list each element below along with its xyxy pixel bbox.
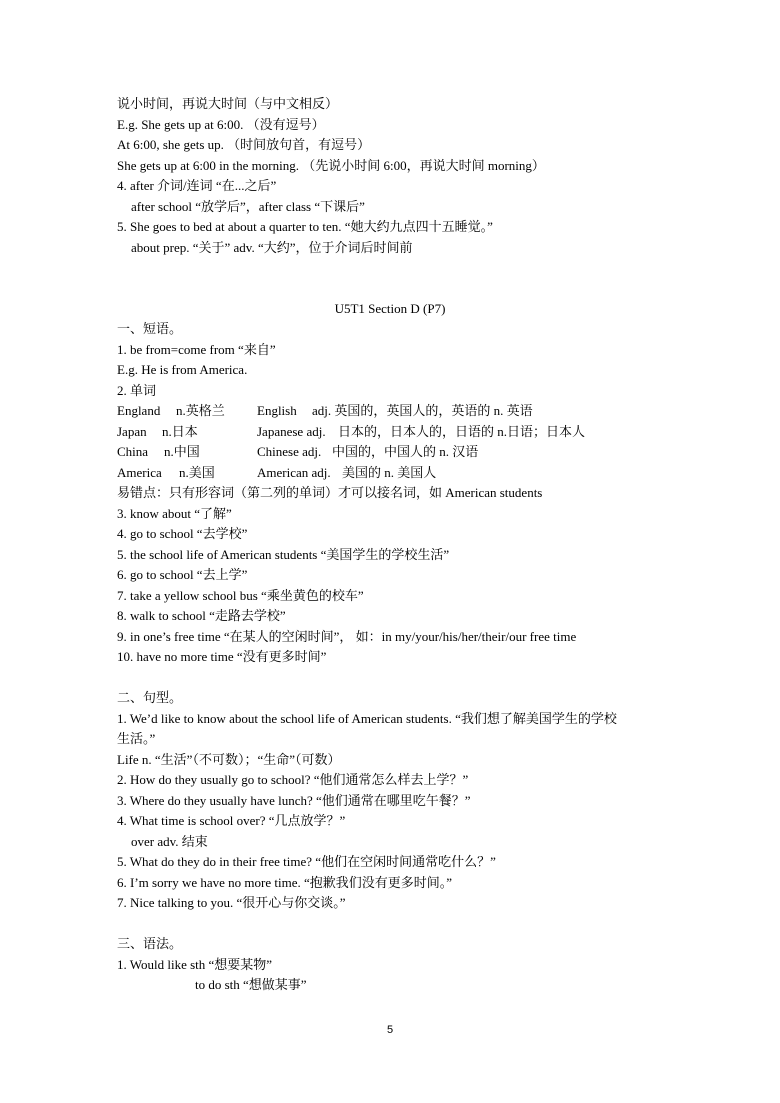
sentence-item: 1. We’d like to know about the school life of American students. “我们想了解美国学生的学校 bbox=[117, 711, 617, 726]
note-line: At 6:00, she gets up. （时间放句首，有逗号） bbox=[117, 137, 371, 152]
word-adj: English bbox=[257, 403, 297, 418]
sentence-item: 3. Where do they usually have lunch? “他们通常在哪里吃午餐？” bbox=[117, 793, 471, 808]
phrase-item: 9. in one’s free time “在某人的空闲时间”， 如：in my/your/his/her/their/our free time bbox=[117, 629, 577, 644]
note-line: She gets up at 6:00 in the morning. （先说小时间 6:00，再说大时间 morning） bbox=[117, 158, 545, 173]
word-row bbox=[117, 443, 717, 461]
word-row bbox=[117, 402, 717, 420]
word-adj: American adj. bbox=[257, 465, 331, 480]
word-meaning: 日本的，日本人的，日语的 n.日语；日本人 bbox=[338, 424, 586, 439]
word-noun: n.美国 bbox=[179, 465, 215, 480]
word-meaning: 美国的 n. 美国人 bbox=[342, 465, 437, 480]
word-country: England bbox=[117, 403, 161, 418]
phrase-example: E.g. He is from America. bbox=[117, 362, 248, 377]
phrase-item: 7. take a yellow school bus “乘坐黄色的校车” bbox=[117, 588, 364, 603]
word-country: America bbox=[117, 465, 162, 480]
word-row bbox=[117, 423, 717, 441]
word-meaning: 中国的，中国人的 n. 汉语 bbox=[332, 444, 479, 459]
section-title: U5T1 Section D (P7) bbox=[334, 301, 446, 316]
phrase-item: 8. walk to school “走路去学校” bbox=[117, 608, 286, 623]
phrases-heading: 一、短语。 bbox=[117, 321, 183, 336]
sentence-item: 7. Nice talking to you. “很开心与你交谈。” bbox=[117, 895, 346, 910]
word-noun: n.日本 bbox=[162, 424, 198, 439]
phrase-item: 3. know about “了解” bbox=[117, 506, 232, 521]
phrase-item: 10. have no more time “没有更多时间” bbox=[117, 649, 327, 664]
note-line: 说小时间，再说大时间（与中文相反） bbox=[117, 96, 339, 111]
word-meaning: adj. 英国的，英国人的，英语的 n. 英语 bbox=[312, 403, 533, 418]
sentence-item: 4. What time is school over? “几点放学？” bbox=[117, 813, 346, 828]
page-number: 5 bbox=[386, 1024, 394, 1036]
sentences-heading: 二、句型。 bbox=[117, 690, 183, 705]
phrase-item: 1. be from=come from “来自” bbox=[117, 342, 276, 357]
phrase-item: 2. 单词 bbox=[117, 383, 157, 398]
phrase-note: 易错点：只有形容词（第二列的单词）才可以接名词，如 American students bbox=[117, 485, 543, 500]
note-line: after school “放学后”，after class “下课后” bbox=[131, 199, 365, 214]
word-row bbox=[117, 464, 717, 482]
sentence-item: 2. How do they usually go to school? “他们通常怎么样去上学？” bbox=[117, 772, 469, 787]
word-country: China bbox=[117, 444, 149, 459]
word-noun: n.中国 bbox=[164, 444, 200, 459]
sentence-note: over adv. 结束 bbox=[131, 834, 208, 849]
note-line: 5. She goes to bed at about a quarter to ten. “她大约九点四十五睡觉。” bbox=[117, 219, 493, 234]
sentence-item: 5. What do they do in their free time? “他们在空闲时间通常吃什么？” bbox=[117, 854, 496, 869]
sentence-note: Life n. “生活”（不可数）；“生命”（可数） bbox=[117, 752, 341, 767]
grammar-item: 1. Would like sth “想要某物” bbox=[117, 957, 273, 972]
grammar-heading: 三、语法。 bbox=[117, 936, 183, 951]
grammar-item-continued: to do sth “想做某事” bbox=[195, 977, 307, 992]
note-line: about prep. “关于” adv. “大约”，位于介词后时间前 bbox=[131, 240, 413, 255]
phrase-item: 6. go to school “去上学” bbox=[117, 567, 248, 582]
phrase-item: 4. go to school “去学校” bbox=[117, 526, 248, 541]
sentence-item-continued: 生活。” bbox=[117, 731, 156, 746]
word-adj: Japanese adj. bbox=[257, 424, 326, 439]
sentence-item: 6. I’m sorry we have no more time. “抱歉我们没有更多时间。” bbox=[117, 875, 453, 890]
word-country: Japan bbox=[117, 424, 147, 439]
word-adj: Chinese adj. bbox=[257, 444, 322, 459]
note-line: 4. after 介词/连词 “在...之后” bbox=[117, 178, 277, 193]
word-noun: n.英格兰 bbox=[176, 403, 225, 418]
note-line: E.g. She gets up at 6:00. （没有逗号） bbox=[117, 117, 325, 132]
phrase-item: 5. the school life of American students “美国学生的学校生活” bbox=[117, 547, 450, 562]
